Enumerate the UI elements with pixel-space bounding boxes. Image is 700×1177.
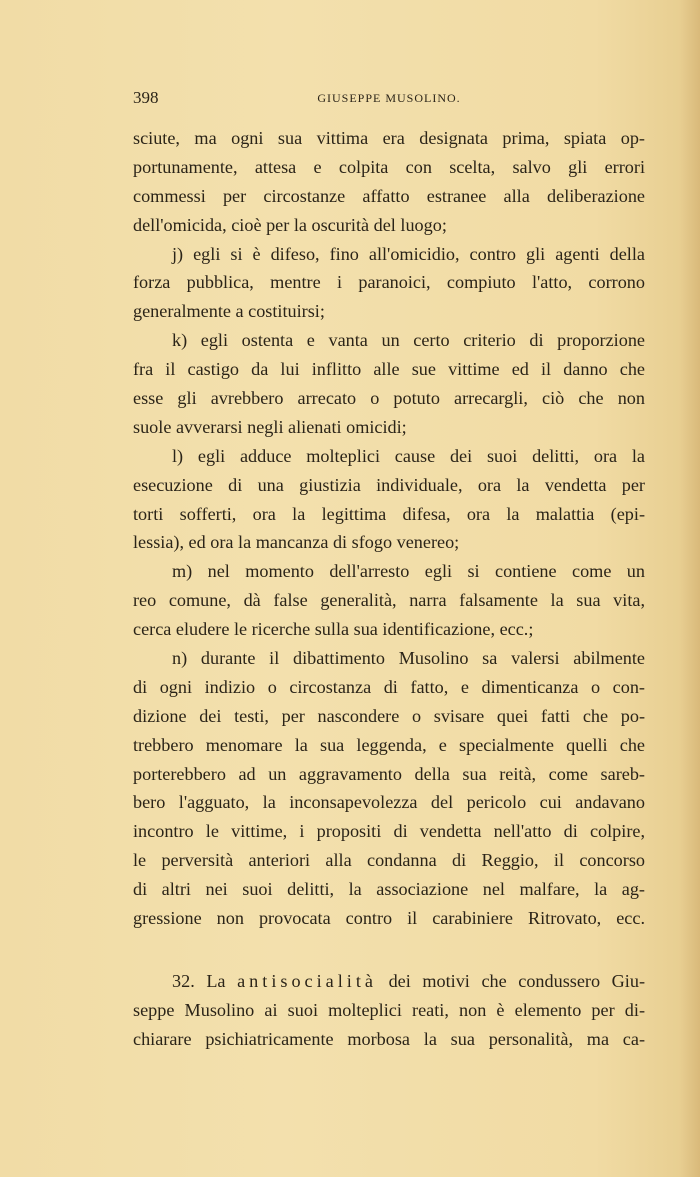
text-line: portunamente, attesa e colpita con scelta, salvo gli errori	[133, 156, 645, 177]
text-line: gressione non provocata contro il carabiniere Ritrovato, ecc.	[133, 908, 645, 929]
section-gap	[133, 933, 645, 967]
text-line: esecuzione di una giustizia individuale, ora la vendetta per	[133, 474, 645, 495]
section-number: 32. La	[172, 970, 226, 991]
text-line: di ogni indizio o circostanza di fatto, e dimenticanza o con-	[133, 676, 645, 697]
paragraph-lines	[133, 124, 645, 933]
text-line: di altri nei suoi delitti, la associazione nel malfare, la ag-	[133, 879, 645, 900]
text-line: forza pubblica, mentre i paranoici, compiuto l'atto, corrono	[133, 272, 645, 293]
text-line: n) durante il dibattimento Musolino sa valersi abilmente	[172, 648, 645, 669]
text-line: generalmente a costituirsi;	[133, 301, 325, 322]
text-line: trebbero menomare la sua leggenda, e specialmente quelli che	[133, 734, 645, 755]
page-number: 398	[133, 88, 159, 107]
text-line: fra il castigo da lui inflitto alle sue vittime ed il danno che	[133, 359, 645, 380]
section-32-line-3: chiarare psichiatricamente morbosa la sua personalità, ma ca-	[133, 1028, 645, 1049]
text-line: esse gli avrebbero arrecato o potuto arrecargli, ciò che non	[133, 388, 645, 409]
section-text: dei motivi che condussero Giu-	[388, 970, 646, 991]
text-line: torti sofferti, ora la legittima difesa, ora la malattia (epi-	[133, 503, 645, 524]
text-line: suole avverarsi negli alienati omicidi;	[133, 416, 407, 437]
text-line: l) egli adduce molteplici cause dei suoi delitti, ora la	[172, 445, 645, 466]
text-line: dizione dei testi, per nascondere o svisare quei fatti che po-	[133, 705, 645, 726]
section-32-line-1	[133, 967, 645, 996]
text-line: lessia), ed ora la mancanza di sfogo venereo;	[133, 532, 460, 553]
text-line: sciute, ma ogni sua vittima era designata prima, spiata op-	[133, 128, 645, 148]
text-line: k) egli ostenta e vanta un certo criterio di proporzione	[172, 330, 645, 351]
text-line: incontro le vittime, i propositi di vendetta nell'atto di colpire,	[133, 821, 645, 842]
body-text	[133, 124, 645, 1054]
text-line: reo comune, dà false generalità, narra falsamente la sua vita,	[133, 590, 645, 611]
running-title: GIUSEPPE MUSOLINO.	[317, 91, 461, 105]
text-line: bero l'agguato, la inconsapevolezza del pericolo cui andavano	[133, 792, 645, 813]
emphasized-word: antisocialità	[237, 970, 377, 991]
text-line: m) nel momento dell'arresto egli si contiene come un	[172, 561, 645, 582]
text-line: commessi per circostanze affatto estranee alla deliberazione	[133, 185, 645, 206]
text-line: dell'omicida, cioè per la oscurità del luogo;	[133, 214, 447, 235]
page-header	[133, 88, 645, 112]
section-32-line-2: seppe Musolino ai suoi molteplici reati, non è elemento per di-	[133, 999, 645, 1020]
text-line: j) egli si è difeso, fino all'omicidio, contro gli agenti della	[172, 243, 645, 264]
text-line: cerca eludere le ricerche sulla sua identificazione, ecc.;	[133, 619, 534, 640]
text-line: porterebbero ad un aggravamento della sua reità, come sareb-	[133, 763, 645, 784]
text-line: le perversità anteriori alla condanna di Reggio, il concorso	[133, 850, 645, 871]
